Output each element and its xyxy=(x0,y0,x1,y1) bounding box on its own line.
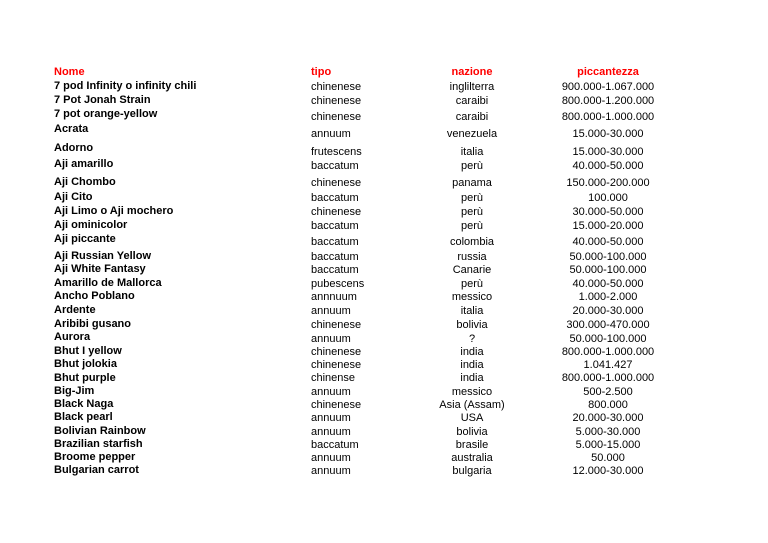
cell-nazione: italia xyxy=(460,146,484,158)
cell-nome: Bhut jolokia xyxy=(54,358,117,370)
cell-nome: Aji ominicolor xyxy=(54,219,128,231)
cell-piccantezza: 12.000-30.000 xyxy=(572,465,644,477)
cell-piccantezza: 5.000-30.000 xyxy=(575,426,641,438)
cell-nazione: russia xyxy=(457,251,487,263)
cell-nome: Aurora xyxy=(54,331,91,343)
cell-nome: Ancho Poblano xyxy=(54,290,135,302)
cell-piccantezza: 30.000-50.000 xyxy=(572,206,644,218)
cell-tipo: annuum xyxy=(311,412,351,424)
cell-piccantezza: 800.000 xyxy=(588,399,628,411)
cell-nazione: bulgaria xyxy=(452,465,492,477)
cell-nome: Big-Jim xyxy=(54,385,95,397)
cell-piccantezza: 40.000-50.000 xyxy=(572,278,644,290)
cell-tipo: annuum xyxy=(311,333,351,345)
cell-tipo: chinenese xyxy=(311,81,362,93)
header-nome: Nome xyxy=(54,66,85,78)
cell-nazione: USA xyxy=(460,412,484,424)
cell-tipo: baccatum xyxy=(311,251,359,263)
cell-nome: Adorno xyxy=(54,142,94,154)
cell-nome: Aji White Fantasy xyxy=(54,263,146,275)
cell-piccantezza: 20.000-30.000 xyxy=(572,305,644,317)
cell-tipo: baccatum xyxy=(311,439,359,451)
cell-tipo: annuum xyxy=(311,128,351,140)
cell-tipo: chinenese xyxy=(311,319,362,331)
cell-nome: Aji Cito xyxy=(54,191,93,203)
cell-nome: Acrata xyxy=(54,123,89,135)
cell-tipo: annuum xyxy=(311,452,351,464)
cell-tipo: pubescens xyxy=(311,278,365,290)
cell-nazione: colombia xyxy=(449,236,495,248)
cell-tipo: frutescens xyxy=(311,146,362,158)
cell-nazione: australia xyxy=(451,452,493,464)
cell-nome: Bhut purple xyxy=(54,372,116,384)
cell-tipo: chinenese xyxy=(311,95,362,107)
cell-nome: Aji Limo o Aji mochero xyxy=(54,205,174,217)
cell-nome: 7 pot orange-yellow xyxy=(54,108,158,120)
cell-tipo: chinense xyxy=(311,372,356,384)
cell-nazione: bolivia xyxy=(456,426,488,438)
cell-tipo: annuum xyxy=(311,465,351,477)
cell-nome: Aribibi gusano xyxy=(54,318,131,330)
cell-nazione: Canarie xyxy=(452,264,492,276)
cell-nome: Amarillo de Mallorca xyxy=(54,277,162,289)
cell-tipo: chinenese xyxy=(311,399,362,411)
cell-tipo: annnuum xyxy=(311,291,357,303)
cell-piccantezza: 15.000-30.000 xyxy=(572,128,644,140)
cell-nome: Aji amarillo xyxy=(54,158,114,170)
cell-nome: Broome pepper xyxy=(54,451,136,463)
cell-nazione: caraibi xyxy=(455,95,489,107)
cell-nazione: panama xyxy=(452,177,492,189)
cell-nazione: italia xyxy=(460,305,484,317)
cell-nome: Black pearl xyxy=(54,411,113,423)
cell-tipo: baccatum xyxy=(311,192,359,204)
cell-tipo: chinenese xyxy=(311,111,362,123)
cell-nazione: perù xyxy=(460,220,484,232)
cell-tipo: annuum xyxy=(311,426,351,438)
cell-nazione: caraibi xyxy=(455,111,489,123)
cell-nome: Bolivian Rainbow xyxy=(54,425,146,437)
cell-nazione: ? xyxy=(468,333,476,345)
cell-nazione: india xyxy=(460,359,484,371)
cell-nazione: venezuela xyxy=(446,128,498,140)
cell-nazione: brasile xyxy=(455,439,489,451)
cell-tipo: baccatum xyxy=(311,264,359,276)
cell-nome: Black Naga xyxy=(54,398,114,410)
header-tipo: tipo xyxy=(311,66,332,78)
cell-nazione: perù xyxy=(460,192,484,204)
cell-tipo: annuum xyxy=(311,305,351,317)
cell-piccantezza: 20.000-30.000 xyxy=(572,412,644,424)
cell-piccantezza: 5.000-15.000 xyxy=(575,439,641,451)
cell-piccantezza: 50.000-100.000 xyxy=(569,333,647,345)
header-piccantezza: piccantezza xyxy=(577,66,639,78)
cell-piccantezza: 150.000-200.000 xyxy=(566,177,650,189)
cell-nazione: Asia (Assam) xyxy=(439,399,505,411)
cell-nazione: inglilterra xyxy=(449,81,495,93)
cell-piccantezza: 50.000 xyxy=(591,452,625,464)
cell-piccantezza: 800.000-1.000.000 xyxy=(561,346,655,358)
cell-nome: 7 Pot Jonah Strain xyxy=(54,94,151,106)
cell-tipo: baccatum xyxy=(311,220,359,232)
cell-piccantezza: 300.000-470.000 xyxy=(566,319,650,331)
cell-nome: 7 pod Infinity o infinity chili xyxy=(54,80,197,92)
cell-piccantezza: 1.041.427 xyxy=(583,359,633,371)
cell-tipo: chinenese xyxy=(311,346,362,358)
cell-piccantezza: 1.000-2.000 xyxy=(578,291,638,303)
cell-piccantezza: 15.000-20.000 xyxy=(572,220,644,232)
cell-tipo: chinenese xyxy=(311,206,362,218)
cell-piccantezza: 40.000-50.000 xyxy=(572,236,644,248)
cell-tipo: baccatum xyxy=(311,236,359,248)
cell-tipo: annuum xyxy=(311,386,351,398)
cell-nazione: india xyxy=(460,372,484,384)
cell-tipo: baccatum xyxy=(311,160,359,172)
cell-tipo: chinenese xyxy=(311,177,362,189)
cell-nazione: perù xyxy=(460,278,484,290)
cell-nazione: perù xyxy=(460,206,484,218)
cell-piccantezza: 800.000-1.000.000 xyxy=(561,111,655,123)
cell-tipo: chinenese xyxy=(311,359,362,371)
header-nazione: nazione xyxy=(451,66,493,78)
cell-nome: Aji piccante xyxy=(54,233,116,245)
cell-piccantezza: 800.000-1.000.000 xyxy=(561,372,655,384)
cell-nazione: india xyxy=(460,346,484,358)
cell-piccantezza: 50.000-100.000 xyxy=(569,264,647,276)
cell-nome: Bhut I yellow xyxy=(54,345,122,357)
cell-nazione: messico xyxy=(451,386,493,398)
cell-piccantezza: 900.000-1.067.000 xyxy=(561,81,655,93)
cell-piccantezza: 40.000-50.000 xyxy=(572,160,644,172)
cell-piccantezza: 15.000-30.000 xyxy=(572,146,644,158)
cell-nome: Bulgarian carrot xyxy=(54,464,139,476)
cell-piccantezza: 50.000-100.000 xyxy=(569,251,647,263)
cell-nome: Ardente xyxy=(54,304,96,316)
cell-piccantezza: 800.000-1.200.000 xyxy=(561,95,655,107)
cell-piccantezza: 500-2.500 xyxy=(583,386,633,398)
cell-nazione: bolivia xyxy=(456,319,488,331)
cell-nome: Aji Russian Yellow xyxy=(54,250,151,262)
cell-piccantezza: 100.000 xyxy=(588,192,628,204)
cell-nazione: perù xyxy=(460,160,484,172)
cell-nazione: messico xyxy=(451,291,493,303)
cell-nome: Aji Chombo xyxy=(54,176,116,188)
cell-nome: Brazilian starfish xyxy=(54,438,143,450)
